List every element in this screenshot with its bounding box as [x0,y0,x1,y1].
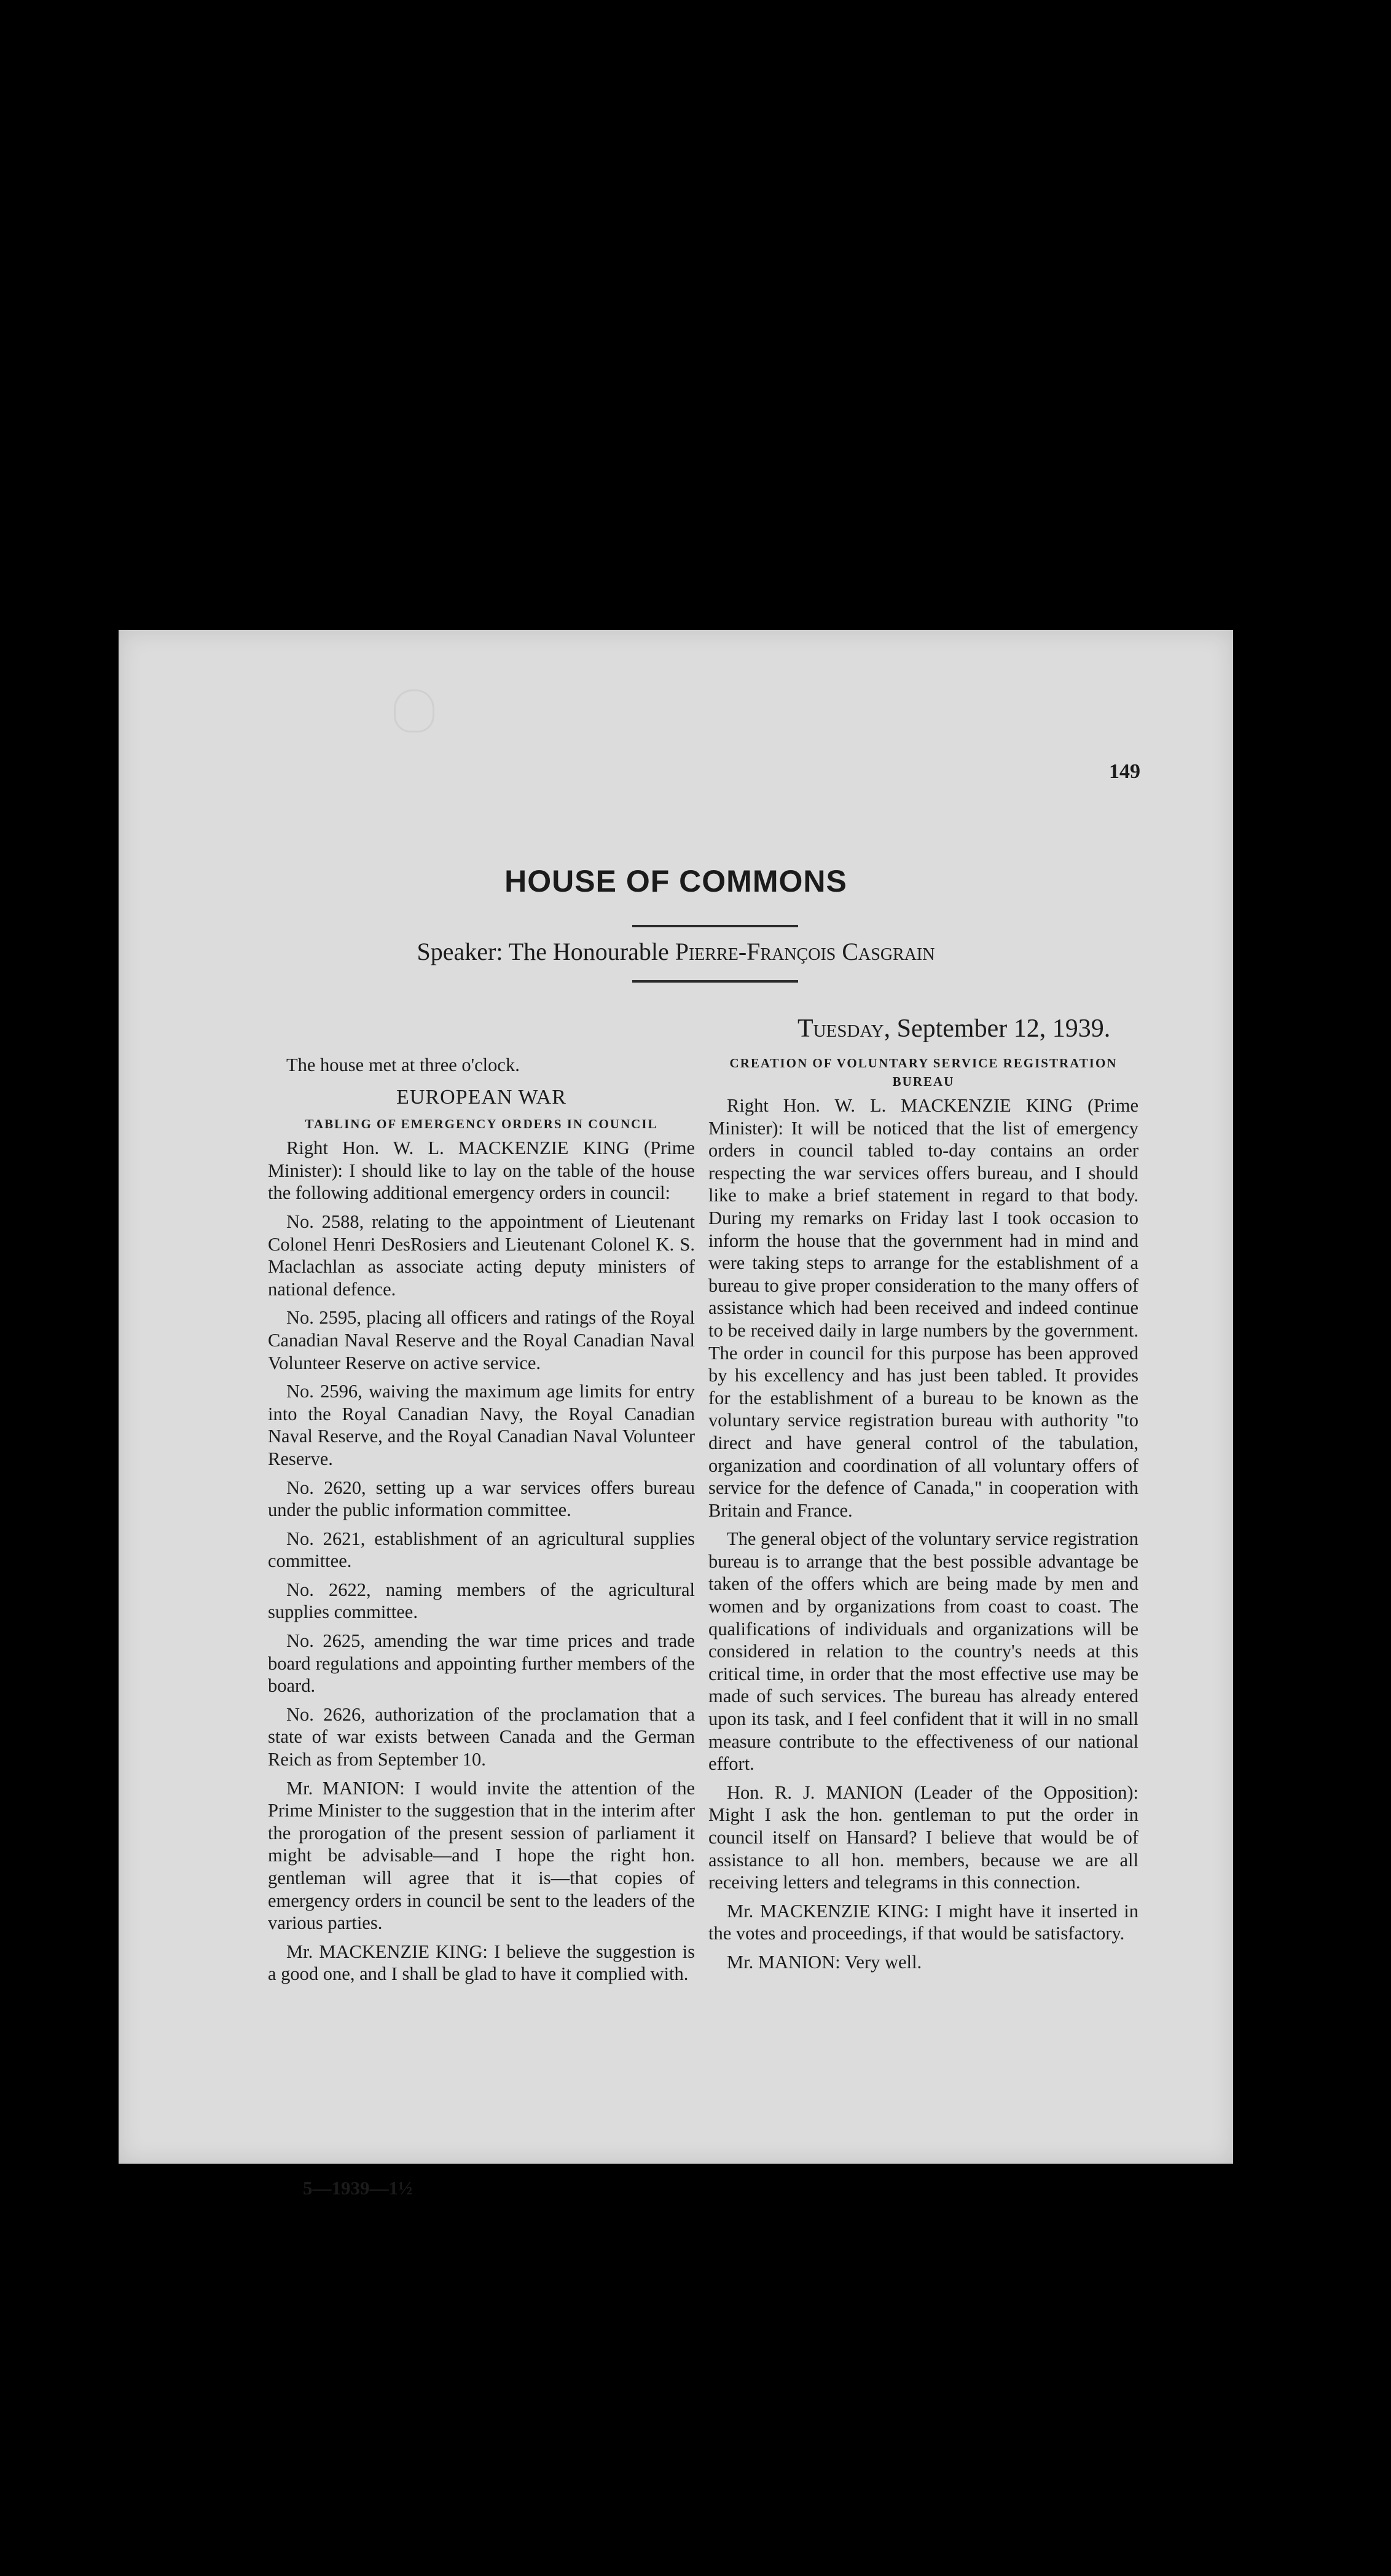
right-column [708,1054,1138,1974]
sitting-date [797,1014,1110,1043]
paragraph: The general object of the voluntary service registration bureau is to arrange that the best possible advantage be taken of the offers which are being made by men and women and by organizations from coast to coast. The qualifications of individuals and organizations will be considered in relation to the country's needs at this critical time, in order that the most effective use may be made of such services. The bureau has already entered upon its task, and I feel confident that it will in no small measure contribute to the effectiveness of our national effort. [708,1528,1138,1775]
paragraph: No. 2596, waiving the maximum age limits for entry into the Royal Canadian Navy, the Royal Canadian Naval Reserve, and the Royal Canadian Naval Volunteer Reserve. [268,1381,695,1469]
section-heading: EUROPEAN WAR [396,1085,566,1109]
faint-stamp-mark [394,689,434,732]
left-column [268,1054,695,1985]
section-heading [708,1054,1138,1091]
paragraph: No. 2621, establishment of an agricultural supplies committee. [268,1528,695,1572]
speaker-prefix: Speaker: The Honourable [417,938,675,965]
paragraph: No. 2622, naming members of the agricultural supplies committee. [268,1579,695,1623]
section-subheading: TABLING OF EMERGENCY ORDERS IN COUNCIL [305,1117,658,1132]
paragraph: Mr. MANION: Very well. [727,1951,922,1973]
sitting-day: Tuesday [797,1015,884,1043]
document-page [119,630,1233,2199]
section-heading-line: BUREAU [892,1074,955,1089]
opening-line: The house met at three o'clock. [286,1054,520,1075]
paragraph: No. 2588, relating to the appointment of Lieutenant Colonel Henri DesRosiers and Lieutenant Colonel K. S. Maclachlan as associate acting deputy ministers of national defence. [268,1211,695,1300]
title-divider [632,925,798,927]
page-title: HOUSE OF COMMONS [504,864,847,898]
section-heading-line: CREATION OF VOLUNTARY SERVICE REGISTRATION [729,1056,1118,1070]
print-code: 5—1939—1½ [303,2177,413,2199]
speaker-divider [632,980,798,983]
paragraph: Hon. R. J. MANION (Leader of the Opposition): Might I ask the hon. gentleman to put the order in council itself on Hansard? I believe that would be of assistance to all hon. members, because we are all receiving letters and telegrams in this connection. [708,1781,1138,1893]
paragraph: Mr. MANION: I would invite the attention of the Prime Minister to the suggestion that in the interim after the prorogation of the present session of parliament it might be advisable—and I hope the right hon. gentleman will agree that it is—that copies of emergency orders in council be sent to the leaders of the various parties. [268,1777,695,1934]
sitting-date-rest: , September 12, 1939. [884,1015,1111,1043]
paragraph: Mr. MACKENZIE KING: I might have it inserted in the votes and proceedings, if that would be satisfactory. [708,1900,1138,1944]
paragraph: No. 2625, amending the war time prices and trade board regulations and appointing further members of the board. [268,1630,695,1697]
page-number: 149 [1109,760,1140,783]
paragraph: No. 2620, setting up a war services offers bureau under the public information committee. [268,1477,695,1521]
paragraph: No. 2595, placing all officers and ratings of the Royal Canadian Naval Reserve and the Royal Canadian Naval Volunteer Reserve on active service. [268,1307,695,1373]
paragraph: Right Hon. W. L. MACKENZIE KING (Prime Minister): It will be noticed that the list of emergency orders in council tabled to-day contains an order respecting the war services offers bureau, and I should like to make a brief statement in regard to that body. During my remarks on Friday last I took occasion to inform the house that the government had in mind and were taking steps to arrange for the establishment of a bureau to give proper consideration to the many offers of assistance which had been received and indeed continue to be received daily in large numbers by the government. The order in council for this purpose has been approved by his excellency and has just been tabled. It provides for the establishment of a bureau to be known as the voluntary service registration bureau with authority "to direct and have general control of the tabulation, organization and coordination of all voluntary offers of service for the defence of Canada," in cooperation with Britain and France. [708,1095,1138,1521]
speaker-name: Pierre-François Casgrain [675,938,935,965]
paragraph: No. 2626, authorization of the proclamation that a state of war exists between Canada and the German Reich as from September 10. [268,1703,695,1770]
paragraph: Mr. MACKENZIE KING: I believe the suggestion is a good one, and I shall be glad to have it complied with. [268,1941,695,1985]
paragraph: Right Hon. W. L. MACKENZIE KING (Prime Minister): I should like to lay on the table of the house the following additional emergency orders in council: [268,1137,695,1204]
speaker-line [119,937,1233,966]
